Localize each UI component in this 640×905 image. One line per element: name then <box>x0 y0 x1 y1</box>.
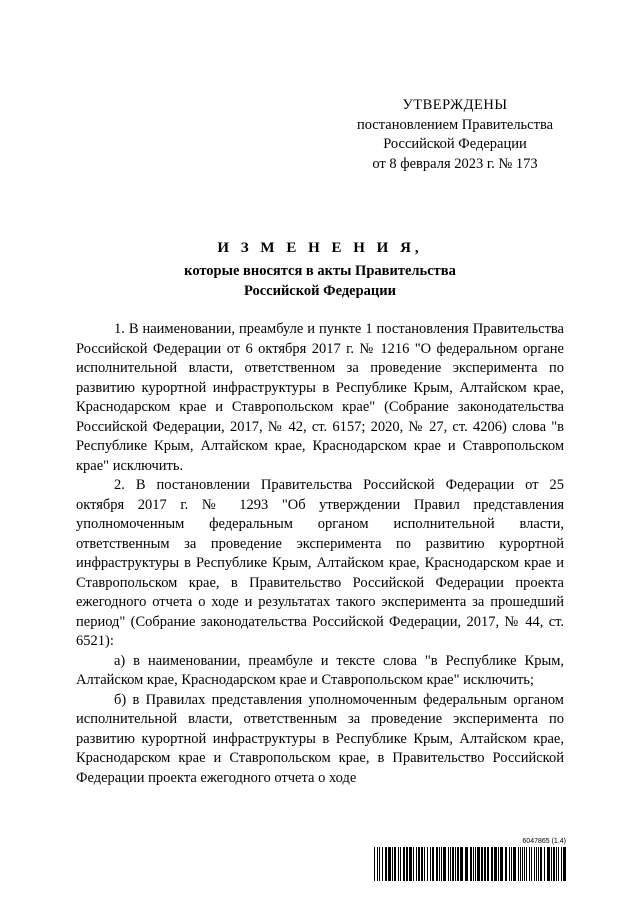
approved-by-gov: Российской Федерации <box>383 136 527 152</box>
subtitle-line-1: которые вносятся в акты Правительства <box>184 263 456 279</box>
paragraph-2b: б) в Правилах представления уполномоченным федеральным органом исполнительной власти, ответственным за проведение эксперимента по развитию курортной инфраструктуры в Республике Крым, Алтайском крае, Краснодарском крае и Ставропольском крае, в Правительство Российской Федерации проекта ежегодного отчета о ходе <box>76 691 564 786</box>
approved-label: УТВЕРЖДЕНЫ <box>402 97 508 113</box>
barcode-label: 6047865 (1.4) <box>522 838 566 845</box>
document-subtitle <box>76 262 564 301</box>
subtitle-line-2: Российской Федерации <box>243 282 396 299</box>
document-title: И З М Е Н Е Н И Я, <box>217 240 423 256</box>
approval-stamp <box>330 96 580 174</box>
approval-date: от 8 февраля 2023 г. № 173 <box>372 155 538 172</box>
paragraph-1: 1. В наименовании, преамбуле и пункте 1 постановления Правительства Российской Федерации от 6 октября 2017 г. № 1216 "О федеральном органе исполнительной власти, ответственном за проведение эксперимента по развитию курортной инфраструктуры в Республике Крым, Алтайском крае, Краснодарском крае и Ставропольском крае" (Собрание законодательства Российской Федерации, 2017, № 42, ст. 6157; 2020, № 27, ст. 4206) слова "в Республике Крым, Алтайском крае, Краснодарском крае и Ставропольском крае" исключить. <box>76 321 564 474</box>
document-body <box>76 320 564 788</box>
paragraph-2a: а) в наименовании, преамбуле и тексте слова "в Республике Крым, Алтайском крае, Краснодарском крае и Ставропольском крае" исключить; <box>76 652 564 688</box>
paragraph-2: 2. В постановлении Правительства Российской Федерации от 25 октября 2017 г. № 1293 "Об утверждении Правил представления уполномоченным федеральным органом исполнительной власти, ответственным за проведение эксперимента по развитию курортной инфраструктуры в Республике Крым, Алтайском крае, Краснодарском крае и Ставропольском крае, в Правительство Российской Федерации проекта ежегодного отчета о ходе и результатах такого эксперимента за прошедший период" (Собрание законодательства Российской Федерации, 2017, № 44, ст. 6521): <box>76 477 564 649</box>
barcode-icon <box>374 847 566 881</box>
approved-by-line: постановлением Правительства <box>356 116 554 133</box>
barcode-block <box>374 838 566 882</box>
